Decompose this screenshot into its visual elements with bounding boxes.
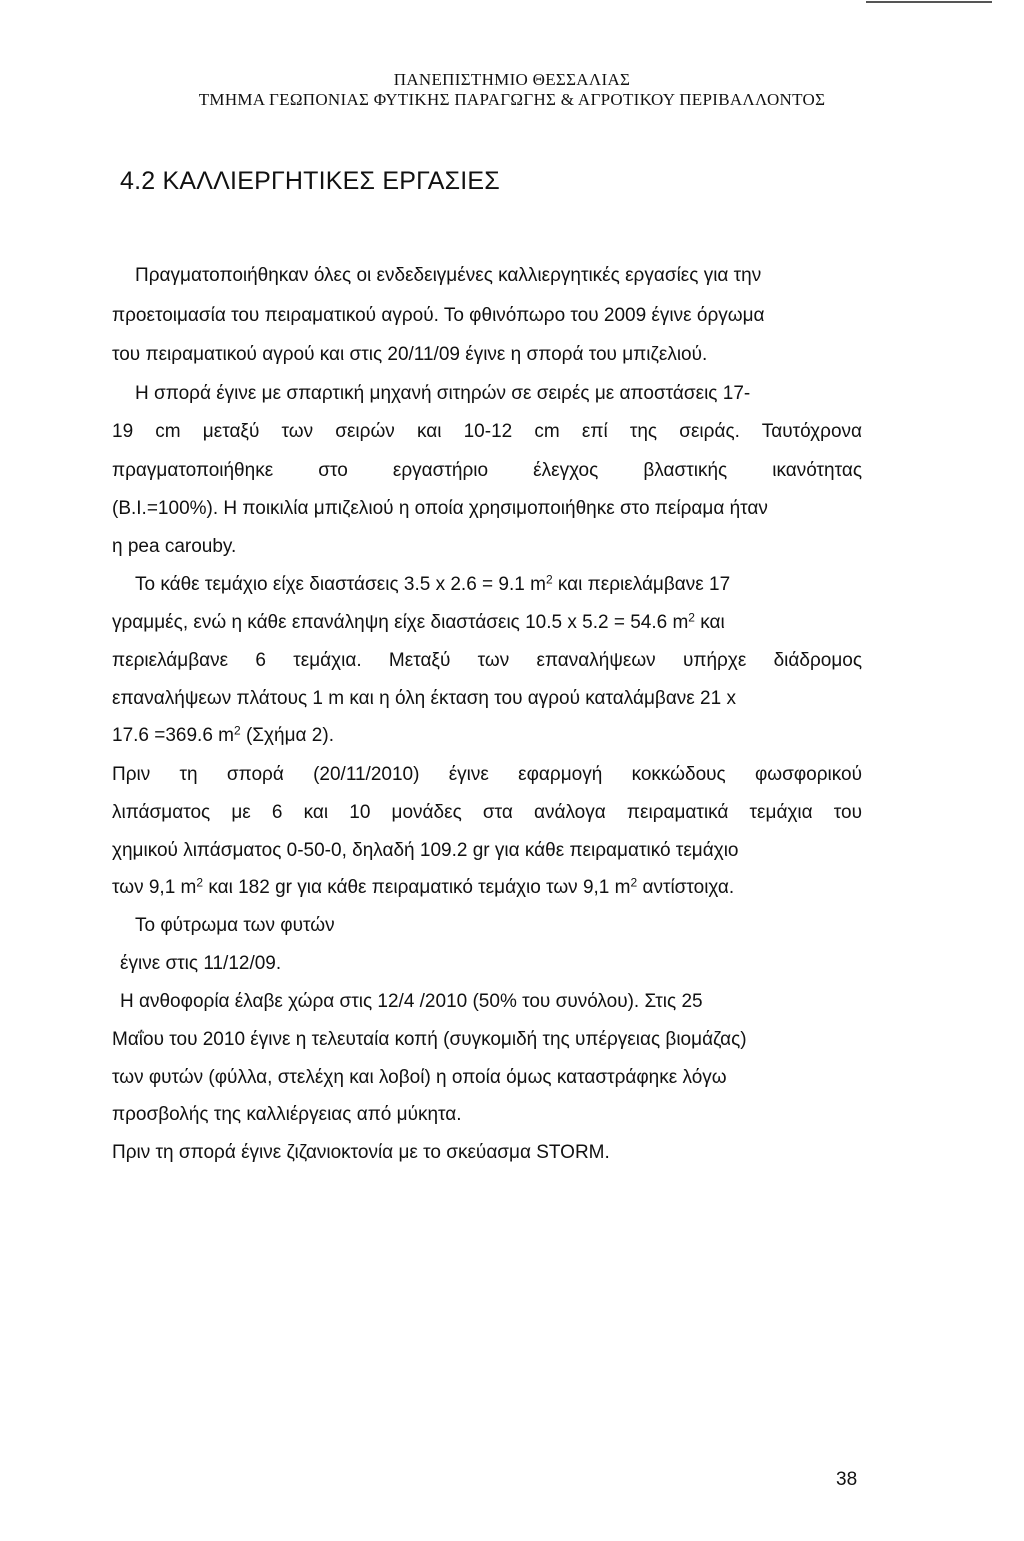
paragraph-line: 17.6 =369.6 $m^2$ (Σχήμα 2). — [112, 723, 334, 746]
superscript-two: 2 — [196, 875, 204, 890]
paragraph-line: Το φύτρωμα των φυτών — [135, 915, 335, 936]
page-number: 38 — [836, 1469, 858, 1490]
paragraph-line: (B.I.=100%). Η ποικιλία μπιζελιού η οποία χρησιμοποιήθηκε στο πείραμα ήταν — [112, 498, 768, 519]
paragraph-line: Πριν τη σπορά (20/11/2010) έγινε εφαρμογή κοκκώδους φωσφορικού — [112, 764, 862, 785]
paragraph-line: προετοιμασία του πειραματικού αγρού. Το φθινόπωρο του 2009 έγινε όργωμα — [112, 305, 765, 326]
paragraph-line: η pea carouby. — [112, 536, 237, 557]
paragraph-line: προσβολής της καλλιέργειας από μύκητα. — [112, 1104, 462, 1125]
section-title: 4.2 ΚΑΛΛΙΕΡΓΗΤΙΚΕΣ ΕΡΓΑΣΙΕΣ — [120, 167, 500, 195]
paragraph-line: γραμμές, ενώ η κάθε επανάληψη είχε διαστάσεις 10.5 x 5.2 = 54.6 $m^2$ και — [112, 610, 725, 633]
paragraph-line: περιελάμβανε 6 τεμάχια. Μεταξύ των επαναλήψεων υπήρχε διάδρομος — [112, 650, 862, 671]
superscript-two: 2 — [234, 723, 241, 738]
paragraph-line: Μαΐου του 2010 έγινε η τελευταία κοπή (συγκομιδή της υπέργειας βιομάζας) — [112, 1029, 747, 1050]
paragraph-line: έγινε στις 11/12/09. — [120, 953, 282, 974]
superscript-two: 2 — [545, 572, 553, 587]
paragraph-line: Το κάθε τεμάχιο είχε διαστάσεις 3.5 x 2.6 = 9.1 $m^2$ και περιελάμβανε 17 — [135, 572, 731, 595]
paragraph-line: του πειραματικού αγρού και στις 20/11/09 έγινε η σπορά του μπιζελιού. — [112, 344, 708, 365]
paragraph-line: 19 cm μεταξύ των σειρών και 10-12 cm επί της σειράς. Ταυτόχρονα — [112, 421, 862, 442]
page-header — [0, 70, 1024, 110]
paragraph-line: επαναλήψεων πλάτους 1 m και η όλη έκταση του αγρού καταλάμβανε 21 x — [112, 688, 736, 709]
university-name: ΠΑΝΕΠΙΣΤΗΜΙΟ ΘΕΣΣΑΛΙΑΣ — [393, 70, 631, 89]
paragraph-line: πραγματοποιήθηκε στο εργαστήριο έλεγχος βλαστικής ικανότητας — [112, 460, 862, 481]
paragraph-line: των 9,1 $m^2$ και 182 gr για κάθε πειραματικό τεμάχιο των 9,1 $m^2$ αντίστοιχα. — [112, 875, 735, 898]
paragraph-line: Η ανθοφορία έλαβε χώρα στις 12/4 /2010 (50% του συνόλου). Στις 25 — [120, 991, 703, 1012]
paragraph-line: Πριν τη σπορά έγινε ζιζανιοκτονία με το σκεύασμα STORM. — [112, 1142, 610, 1163]
paragraph-line: λιπάσματος με 6 και 10 μονάδες στα ανάλογα πειραματικά τεμάχια του — [112, 802, 862, 823]
paragraph-line: Η σπορά έγινε με σπαρτική μηχανή σιτηρών σε σειρές με αποστάσεις 17- — [135, 383, 751, 404]
superscript-two: 2 — [688, 610, 695, 625]
paragraph-line: Πραγματοποιήθηκαν όλες οι ενδεδειγμένες καλλιεργητικές εργασίες για την — [135, 265, 762, 286]
top-rule — [866, 1, 992, 3]
paragraph-line: των φυτών (φύλλα, στελέχη και λοβοί) η οποία όμως καταστράφηκε λόγω — [112, 1067, 727, 1088]
superscript-two: 2 — [630, 875, 638, 890]
department-name: ΤΜΗΜΑ ΓΕΩΠΟΝΙΑΣ ΦΥΤΙΚΗΣ ΠΑΡΑΓΩΓΗΣ & ΑΓΡΟΤΙΚΟΥ ΠΕΡΙΒΑΛΛΟΝΤΟΣ — [198, 90, 826, 109]
paragraph-line: χημικού λιπάσματος 0-50-0, δηλαδή 109.2 gr για κάθε πειραματικό τεμάχιο — [112, 840, 739, 861]
